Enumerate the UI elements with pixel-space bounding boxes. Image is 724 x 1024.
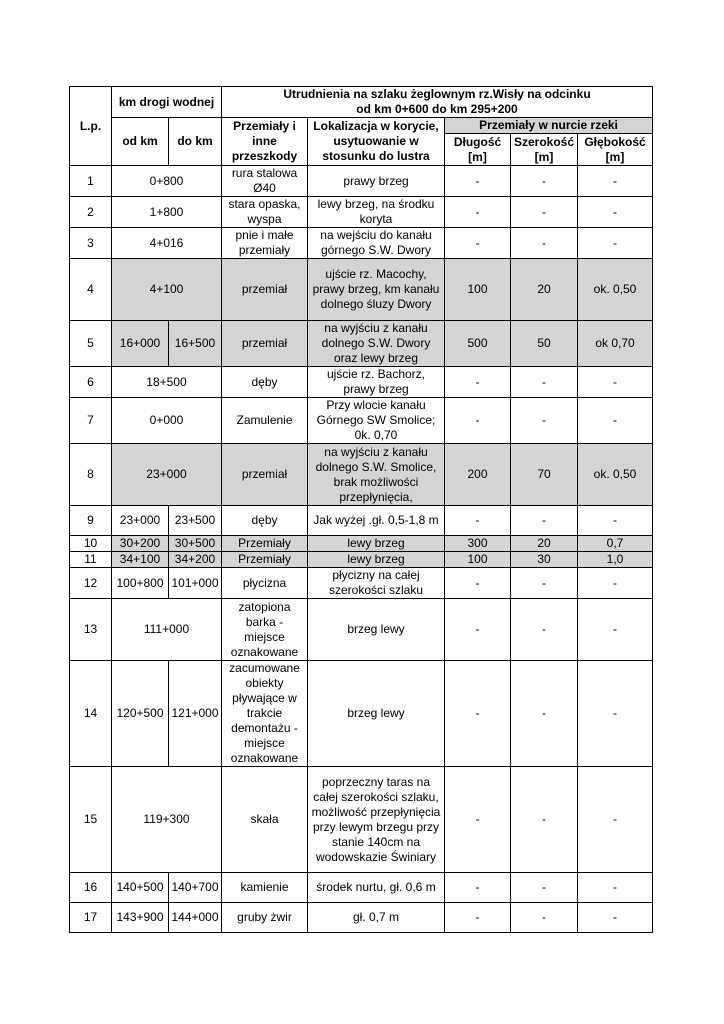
cell-lokalizacja xyxy=(308,197,445,228)
cell-dlugosc: - xyxy=(445,506,511,536)
cell-przeszkoda-line: kamienie xyxy=(240,880,289,894)
cell-przeszkoda-line: pływające w xyxy=(232,691,297,705)
cell-glebokosc: - xyxy=(578,197,653,228)
cell-lp: 1 xyxy=(70,166,112,197)
cell-przeszkoda-line: przemiał xyxy=(241,336,288,350)
cell-szerokosc: 30 xyxy=(511,552,578,568)
cell-przeszkoda xyxy=(222,552,308,568)
cell-od-km: 23+000 xyxy=(112,506,169,536)
cell-lp: 6 xyxy=(70,367,112,398)
header-szerokosc-line: Szerokość xyxy=(513,134,575,149)
cell-glebokosc: - xyxy=(578,506,653,536)
cell-przeszkoda-line: pnie i małe xyxy=(235,228,294,242)
header-od-km: od km xyxy=(112,118,169,166)
table-row xyxy=(70,166,653,197)
cell-przeszkoda-line: przemiały xyxy=(238,243,291,257)
table-row xyxy=(70,197,653,228)
cell-przeszkoda-line: wyspa xyxy=(247,212,282,226)
table-row xyxy=(70,444,653,506)
cell-lokalizacja xyxy=(308,506,445,536)
cell-przeszkoda xyxy=(222,367,308,398)
cell-dlugosc: 100 xyxy=(445,552,511,568)
cell-dlugosc: 200 xyxy=(445,444,511,506)
header-przemialy-line: przeszkody xyxy=(231,149,298,163)
cell-lokalizacja xyxy=(308,444,445,506)
cell-przeszkoda xyxy=(222,321,308,367)
cell-do-km: 144+000 xyxy=(169,903,222,933)
cell-dlugosc: 500 xyxy=(445,321,511,367)
header-lp: L.p. xyxy=(70,87,112,166)
cell-dlugosc: 300 xyxy=(445,536,511,552)
cell-lokalizacja xyxy=(308,599,445,661)
cell-przeszkoda-line: płycizna xyxy=(242,575,287,590)
cell-od-km: 143+900 xyxy=(112,903,169,933)
table-row xyxy=(70,599,653,661)
obstacles-table xyxy=(69,86,653,933)
cell-przeszkoda-line: zacumowane xyxy=(229,661,300,675)
cell-lokalizacja-line: poprzeczny taras na xyxy=(321,774,431,789)
cell-przeszkoda-line: dęby xyxy=(251,513,278,527)
cell-szerokosc: - xyxy=(511,873,578,903)
cell-lp: 15 xyxy=(70,767,112,873)
cell-do-km: 16+500 xyxy=(169,321,222,367)
cell-lokalizacja-line: prawy brzeg, km kanału xyxy=(312,282,440,296)
cell-lokalizacja-line: przy lewym brzegu przy xyxy=(312,819,440,834)
cell-glebokosc: - xyxy=(578,767,653,873)
cell-przeszkoda-line: Zamulenie xyxy=(236,413,293,427)
cell-przeszkoda xyxy=(222,228,308,259)
cell-szerokosc: 20 xyxy=(511,536,578,552)
header-szerokosc xyxy=(511,134,578,166)
cell-przeszkoda-line: trakcie xyxy=(246,706,283,720)
cell-lp: 16 xyxy=(70,873,112,903)
cell-lokalizacja-line: ujście rz. Bachorz, xyxy=(326,367,426,381)
table-row xyxy=(70,873,653,903)
cell-lokalizacja-line: 0k. 0,70 xyxy=(354,428,398,442)
cell-lokalizacja xyxy=(308,367,445,398)
cell-lokalizacja xyxy=(308,661,445,767)
cell-lp: 9 xyxy=(70,506,112,536)
header-do-km: do km xyxy=(169,118,222,166)
header-dlugosc xyxy=(445,134,511,166)
table-row xyxy=(70,568,653,599)
table-row xyxy=(70,228,653,259)
cell-km: 23+000 xyxy=(112,444,222,506)
cell-lokalizacja-line: Jak wyżej .gł. 0,5-1,8 m xyxy=(313,513,439,527)
cell-od-km: 120+500 xyxy=(112,661,169,767)
cell-lokalizacja-line: możliwość przepłynięcia xyxy=(311,804,441,819)
table-row xyxy=(70,259,653,321)
header-przemialy-line: inne xyxy=(252,134,277,148)
cell-glebokosc: - xyxy=(578,568,653,599)
cell-przeszkoda xyxy=(222,444,308,506)
cell-km: 119+300 xyxy=(112,767,222,873)
cell-lp: 12 xyxy=(70,568,112,599)
table-row xyxy=(70,903,653,933)
cell-szerokosc: 50 xyxy=(511,321,578,367)
cell-lokalizacja-line: całej szerokości szlaku, xyxy=(313,789,439,804)
cell-szerokosc: 20 xyxy=(511,259,578,321)
cell-przeszkoda xyxy=(222,661,308,767)
cell-szerokosc: - xyxy=(511,506,578,536)
table-row xyxy=(70,767,653,873)
table-row xyxy=(70,536,653,552)
cell-km: 0+000 xyxy=(112,398,222,444)
cell-lokalizacja-line: na wyjściu z kanału xyxy=(324,444,428,459)
cell-przeszkoda-line: barka - xyxy=(245,614,284,629)
header-szerokosc-line: [m] xyxy=(534,149,554,164)
cell-przeszkoda xyxy=(222,166,308,197)
cell-do-km: 30+500 xyxy=(169,536,222,552)
cell-lokalizacja xyxy=(308,552,445,568)
cell-przeszkoda-line: Ø40 xyxy=(253,181,276,195)
header-title-line2: od km 0+600 do km 295+200 xyxy=(356,102,518,116)
cell-lokalizacja-line: dolnego śluzy Dwory xyxy=(320,297,432,311)
cell-lp: 10 xyxy=(70,536,112,552)
cell-lokalizacja-line: lewy brzeg xyxy=(347,552,405,566)
cell-lokalizacja-line: dolnego S.W. Smolice, xyxy=(315,459,437,474)
cell-lokalizacja-line: płycizny na całej xyxy=(332,568,420,582)
cell-glebokosc: ok. 0,50 xyxy=(578,259,653,321)
header-glebokosc-line: Głębokość xyxy=(584,134,646,149)
cell-lp: 14 xyxy=(70,661,112,767)
table-row xyxy=(70,398,653,444)
table-row xyxy=(70,367,653,398)
cell-glebokosc: 1,0 xyxy=(578,552,653,568)
cell-lokalizacja-line: lewy brzeg, na środku xyxy=(317,197,435,211)
cell-lp: 17 xyxy=(70,903,112,933)
cell-szerokosc: - xyxy=(511,166,578,197)
cell-szerokosc: - xyxy=(511,197,578,228)
cell-km: 1+800 xyxy=(112,197,222,228)
cell-od-km: 100+800 xyxy=(112,568,169,599)
cell-lokalizacja xyxy=(308,228,445,259)
cell-lp: 13 xyxy=(70,599,112,661)
cell-lokalizacja xyxy=(308,398,445,444)
cell-lokalizacja xyxy=(308,767,445,873)
cell-km: 4+016 xyxy=(112,228,222,259)
cell-przeszkoda xyxy=(222,259,308,321)
cell-dlugosc: - xyxy=(445,197,511,228)
cell-glebokosc: - xyxy=(578,599,653,661)
cell-przeszkoda xyxy=(222,873,308,903)
header-glebokosc xyxy=(578,134,653,166)
cell-przeszkoda-line: zatopiona xyxy=(238,599,291,614)
cell-lokalizacja xyxy=(308,903,445,933)
cell-lokalizacja-line: szerokości szlaku xyxy=(328,583,424,597)
cell-km: 4+100 xyxy=(112,259,222,321)
cell-do-km: 101+000 xyxy=(169,568,222,599)
cell-przeszkoda-line: Przemiały xyxy=(238,552,291,566)
cell-przeszkoda xyxy=(222,506,308,536)
cell-dlugosc: - xyxy=(445,568,511,599)
cell-lokalizacja-line: wodowskazie Świniary xyxy=(315,849,437,864)
cell-dlugosc: - xyxy=(445,903,511,933)
cell-przeszkoda xyxy=(222,767,308,873)
cell-do-km: 23+500 xyxy=(169,506,222,536)
cell-dlugosc: - xyxy=(445,166,511,197)
cell-lp: 5 xyxy=(70,321,112,367)
cell-lokalizacja-line: prawy brzeg xyxy=(343,382,409,396)
cell-lokalizacja-line: na wyjściu z kanału xyxy=(324,321,428,335)
header-przemialy-nurt: Przemiały w nurcie rzeki xyxy=(445,118,653,134)
cell-lokalizacja-line: przepłynięcia, xyxy=(339,489,413,504)
cell-dlugosc: - xyxy=(445,367,511,398)
header-title-line1: Utrudnienia na szlaku żeglownym rz.Wisły na odcinku xyxy=(283,87,591,101)
cell-lp: 11 xyxy=(70,552,112,568)
cell-szerokosc: 70 xyxy=(511,444,578,506)
cell-przeszkoda xyxy=(222,903,308,933)
cell-przeszkoda xyxy=(222,568,308,599)
cell-glebokosc: - xyxy=(578,166,653,197)
cell-lokalizacja-line: dolnego S.W. Dwory xyxy=(321,336,431,350)
cell-km: 111+000 xyxy=(112,599,222,661)
header-dlugosc-line: Długość xyxy=(453,134,502,149)
cell-przeszkoda-line: rura stalowa xyxy=(231,166,298,180)
table-row xyxy=(70,506,653,536)
cell-przeszkoda-line: oznakowane xyxy=(230,751,299,765)
cell-lp: 7 xyxy=(70,398,112,444)
cell-do-km: 34+200 xyxy=(169,552,222,568)
cell-lokalizacja xyxy=(308,166,445,197)
cell-przeszkoda-line: dęby xyxy=(251,374,278,389)
cell-przeszkoda xyxy=(222,197,308,228)
cell-od-km: 16+000 xyxy=(112,321,169,367)
cell-przeszkoda xyxy=(222,536,308,552)
cell-glebokosc: - xyxy=(578,873,653,903)
cell-glebokosc: ok 0,70 xyxy=(578,321,653,367)
cell-lokalizacja-line: Przy wlocie kanału xyxy=(326,398,426,412)
cell-szerokosc: - xyxy=(511,661,578,767)
cell-lokalizacja-line: brzeg lewy xyxy=(347,706,405,720)
cell-lokalizacja-line: lewy brzeg xyxy=(347,536,405,550)
cell-dlugosc: - xyxy=(445,661,511,767)
table-row xyxy=(70,321,653,367)
cell-szerokosc: - xyxy=(511,228,578,259)
cell-lokalizacja-line: Górnego SW Smolice; xyxy=(316,413,436,427)
cell-glebokosc: - xyxy=(578,228,653,259)
cell-glebokosc: 0,7 xyxy=(578,536,653,552)
cell-lp: 8 xyxy=(70,444,112,506)
cell-dlugosc: - xyxy=(445,228,511,259)
cell-lokalizacja xyxy=(308,259,445,321)
cell-lokalizacja-line: ujście rz. Macochy, xyxy=(325,267,427,281)
cell-dlugosc: - xyxy=(445,599,511,661)
cell-lokalizacja-line: koryta xyxy=(359,212,393,226)
cell-przeszkoda-line: skała xyxy=(250,812,279,826)
header-przemialy-line: Przemiały i xyxy=(233,119,296,133)
cell-szerokosc: - xyxy=(511,903,578,933)
cell-przeszkoda xyxy=(222,398,308,444)
cell-lokalizacja xyxy=(308,321,445,367)
cell-lokalizacja-line: brak możliwości xyxy=(333,474,419,489)
cell-do-km: 121+000 xyxy=(169,661,222,767)
cell-przeszkoda-line: przemiał xyxy=(241,282,288,296)
header-lokalizacja-line: usytuowanie w xyxy=(333,134,419,148)
cell-glebokosc: ok. 0,50 xyxy=(578,444,653,506)
cell-przeszkoda-line: przemiał xyxy=(241,467,288,481)
header-lokalizacja-line: stosunku do lustra xyxy=(322,149,430,163)
header-przemialy xyxy=(222,118,308,166)
cell-szerokosc: - xyxy=(511,767,578,873)
cell-lokalizacja xyxy=(308,873,445,903)
cell-przeszkoda-line: oznakowane xyxy=(230,644,299,659)
cell-od-km: 34+100 xyxy=(112,552,169,568)
cell-od-km: 140+500 xyxy=(112,873,169,903)
cell-dlugosc: - xyxy=(445,873,511,903)
cell-do-km: 140+700 xyxy=(169,873,222,903)
header-glebokosc-line: [m] xyxy=(605,149,625,164)
cell-lp: 4 xyxy=(70,259,112,321)
cell-km: 18+500 xyxy=(112,367,222,398)
cell-glebokosc: - xyxy=(578,903,653,933)
cell-przeszkoda-line: miejsce xyxy=(244,736,285,750)
cell-lokalizacja xyxy=(308,536,445,552)
cell-km: 0+800 xyxy=(112,166,222,197)
header-lokalizacja xyxy=(308,118,445,166)
cell-przeszkoda-line: demontażu - xyxy=(231,721,298,735)
cell-lokalizacja-line: brzeg lewy xyxy=(347,622,405,636)
header-km: km drogi wodnej xyxy=(112,87,222,118)
cell-szerokosc: - xyxy=(511,568,578,599)
table-row xyxy=(70,552,653,568)
cell-dlugosc: - xyxy=(445,398,511,444)
table-row xyxy=(70,661,653,767)
cell-lokalizacja-line: gł. 0,7 m xyxy=(352,910,400,924)
cell-przeszkoda xyxy=(222,599,308,661)
cell-lokalizacja-line: na wejściu do kanału xyxy=(320,228,432,242)
cell-glebokosc: - xyxy=(578,367,653,398)
header-title xyxy=(222,87,653,118)
cell-przeszkoda-line: gruby żwir xyxy=(237,910,292,924)
cell-lokalizacja xyxy=(308,568,445,599)
cell-dlugosc: - xyxy=(445,767,511,873)
cell-lp: 3 xyxy=(70,228,112,259)
cell-szerokosc: - xyxy=(511,599,578,661)
cell-lokalizacja-line: prawy brzeg xyxy=(343,173,409,188)
cell-glebokosc: - xyxy=(578,398,653,444)
cell-glebokosc: - xyxy=(578,661,653,767)
cell-lokalizacja-line: oraz lewy brzeg xyxy=(333,351,419,365)
cell-przeszkoda-line: miejsce xyxy=(244,629,285,644)
cell-szerokosc: - xyxy=(511,367,578,398)
cell-lokalizacja-line: środek nurtu, gł. 0,6 m xyxy=(316,880,436,894)
cell-przeszkoda-line: Przemiały xyxy=(238,536,291,550)
cell-szerokosc: - xyxy=(511,398,578,444)
cell-przeszkoda-line: obiekty xyxy=(245,676,284,690)
header-dlugosc-line: [m] xyxy=(468,149,487,164)
cell-przeszkoda-line: stara opaska, xyxy=(228,197,301,211)
cell-dlugosc: 100 xyxy=(445,259,511,321)
cell-od-km: 30+200 xyxy=(112,536,169,552)
cell-lp: 2 xyxy=(70,197,112,228)
cell-lokalizacja-line: górnego S.W. Dwory xyxy=(320,243,432,257)
cell-lokalizacja-line: stanie 140cm na xyxy=(331,834,421,849)
header-lokalizacja-line: Lokalizacja w korycie, xyxy=(313,119,439,133)
